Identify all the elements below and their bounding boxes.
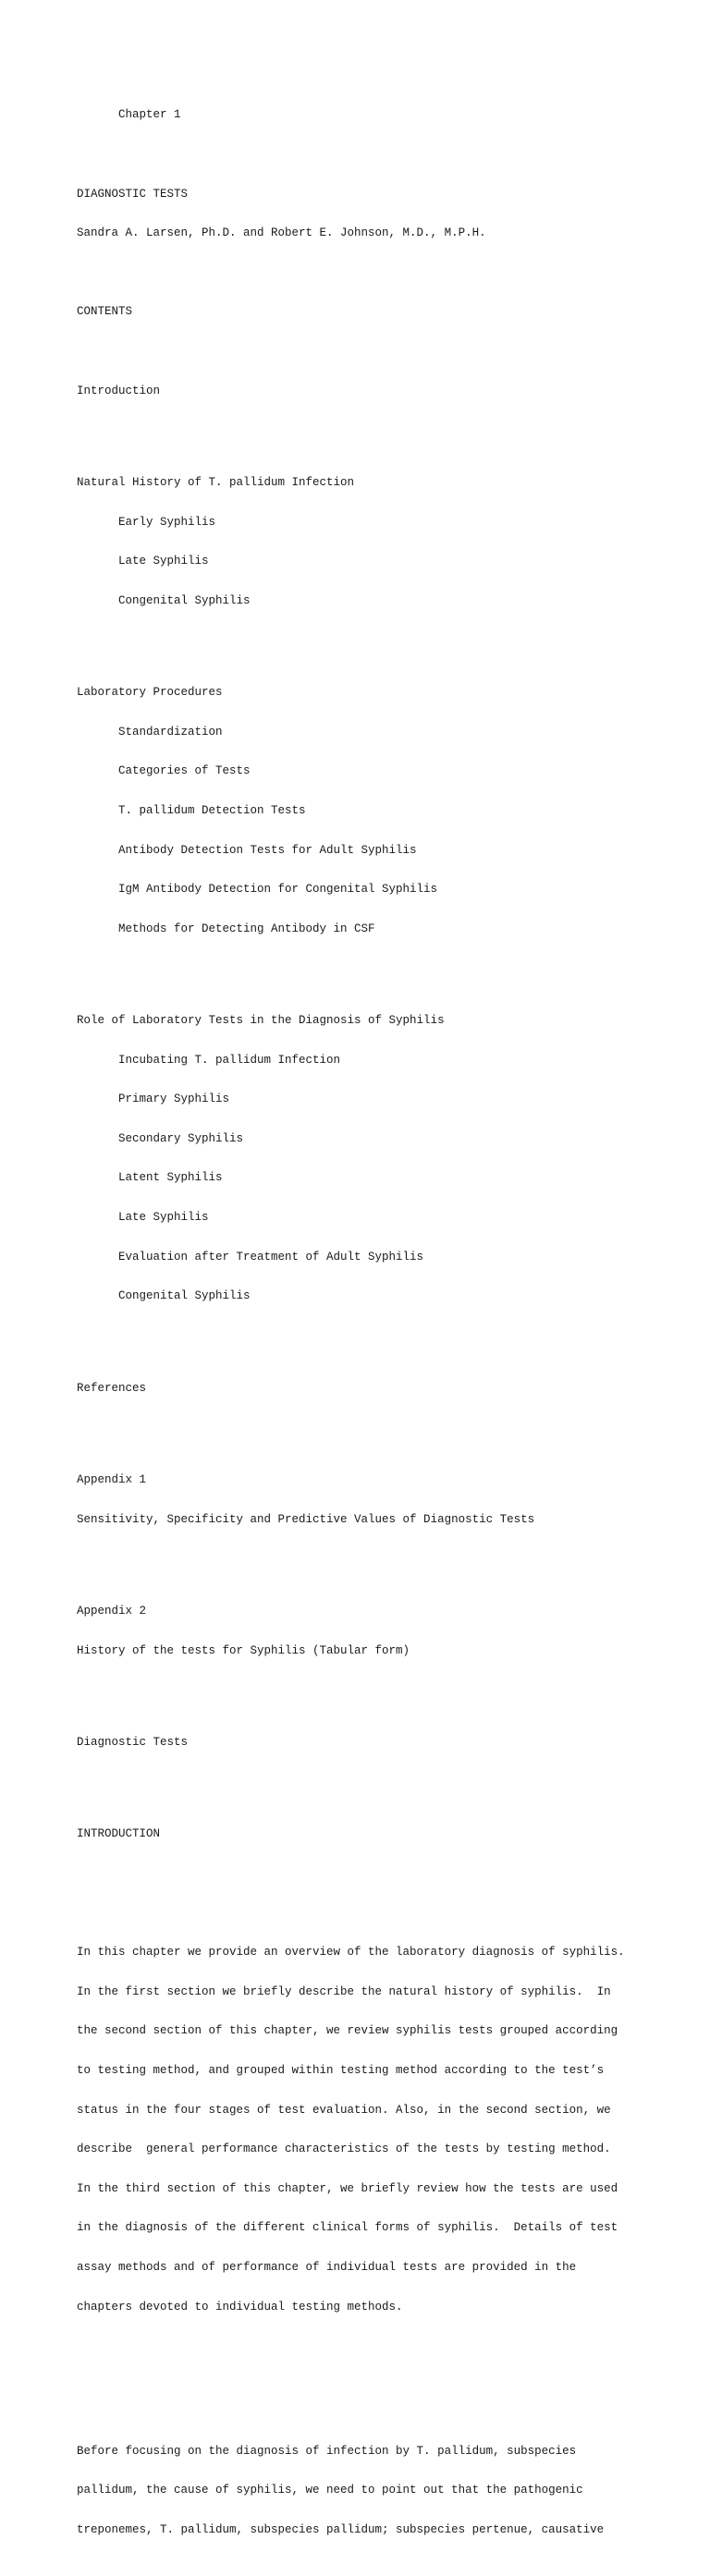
blank-line <box>77 1552 687 1565</box>
toc-item: Congenital Syphilis <box>118 1289 251 1303</box>
toc-item: Standardization <box>118 725 223 739</box>
toc-section-heading: Laboratory Procedures <box>77 686 223 700</box>
toc-item: Evaluation after Treatment of Adult Syphilis <box>118 1250 424 1264</box>
toc-item: Late Syphilis <box>118 1211 209 1225</box>
blank-line <box>77 1329 687 1342</box>
blank-line <box>77 1421 687 1434</box>
toc-introduction: Introduction <box>77 384 161 397</box>
toc-item: Antibody Detection Tests for Adult Syphilis <box>118 843 417 857</box>
toc-item: Primary Syphilis <box>118 1093 230 1106</box>
blank-line <box>77 1776 687 1789</box>
toc-item: Secondary Syphilis <box>118 1131 244 1145</box>
blank-line <box>77 423 687 436</box>
toc-appendix-title: History of the tests for Syphilis (Tabular form) <box>77 1643 410 1657</box>
authors: Sandra A. Larsen, Ph.D. and Robert E. Johnson, M.D., M.P.H. <box>77 226 486 240</box>
toc-item: Late Syphilis <box>118 555 209 568</box>
blank-line <box>77 1683 687 1696</box>
toc-item: Latent Syphilis <box>118 1171 223 1185</box>
paragraph-line: In this chapter we provide an overview of the laboratory diagnosis of syphilis. <box>77 1946 625 1959</box>
paragraph-line: status in the four stages of test evaluation. Also, in the second section, we <box>77 2103 611 2117</box>
toc-appendix-label: Appendix 1 <box>77 1473 147 1487</box>
blank-line <box>77 1867 687 1880</box>
contents-heading: CONTENTS <box>77 305 133 319</box>
toc-item: Congenital Syphilis <box>118 593 251 607</box>
chapter-title: DIAGNOSTIC TESTS <box>77 187 189 201</box>
blank-line <box>77 266 687 279</box>
blank-line <box>77 633 687 646</box>
blank-line <box>77 148 687 161</box>
toc-item: Incubating T. pallidum Infection <box>118 1053 341 1067</box>
paragraph-line: the second section of this chapter, we review syphilis tests grouped according <box>77 2024 618 2038</box>
paragraph-line: chapters devoted to individual testing methods. <box>77 2300 403 2314</box>
toc-item: Early Syphilis <box>118 515 216 529</box>
toc-item: T. pallidum Detection Tests <box>118 803 306 817</box>
toc-references: References <box>77 1381 147 1395</box>
toc-appendix-label: Appendix 2 <box>77 1605 147 1618</box>
paragraph-line: describe general performance characteristics of the tests by testing method. <box>77 2143 611 2156</box>
paragraph-line: to testing method, and grouped within testing method according to the test’s <box>77 2063 605 2077</box>
intro-paragraph-2 <box>77 2418 687 2562</box>
paragraph-line: Before focusing on the diagnosis of infection by T. pallidum, subspecies <box>77 2444 577 2458</box>
toc-item: IgM Antibody Detection for Congenital Syphilis <box>118 883 438 897</box>
document-page <box>77 82 687 2576</box>
blank-line <box>77 2366 687 2379</box>
toc-diagnostic-tests: Diagnostic Tests <box>77 1735 189 1749</box>
paragraph-line: pallidum, the cause of syphilis, we need to point out that the pathogenic <box>77 2484 583 2497</box>
section-heading-introduction: INTRODUCTION <box>77 1827 161 1841</box>
paragraph-line: assay methods and of performance of individual tests are provided in the <box>77 2260 577 2274</box>
toc-section-heading: Natural History of T. pallidum Infection <box>77 475 355 489</box>
toc-appendix-title: Sensitivity, Specificity and Predictive Values of Diagnostic Tests <box>77 1512 535 1526</box>
paragraph-line: in the diagnosis of the different clinical forms of syphilis. Details of test <box>77 2221 618 2235</box>
blank-line <box>77 345 687 358</box>
toc-item: Categories of Tests <box>118 764 251 778</box>
paragraph-line: In the first section we briefly describe the natural history of syphilis. In <box>77 1984 611 1998</box>
intro-paragraph-1 <box>77 1920 687 2339</box>
toc-section-heading: Role of Laboratory Tests in the Diagnosis of Syphilis <box>77 1014 445 1028</box>
chapter-label: Chapter 1 <box>118 108 181 122</box>
paragraph-line: treponemes, T. pallidum, subspecies pallidum; subspecies pertenue, causative <box>77 2522 605 2536</box>
toc-item: Methods for Detecting Antibody in CSF <box>118 922 375 935</box>
blank-line <box>77 961 687 974</box>
paragraph-line: In the third section of this chapter, we briefly review how the tests are used <box>77 2181 618 2195</box>
